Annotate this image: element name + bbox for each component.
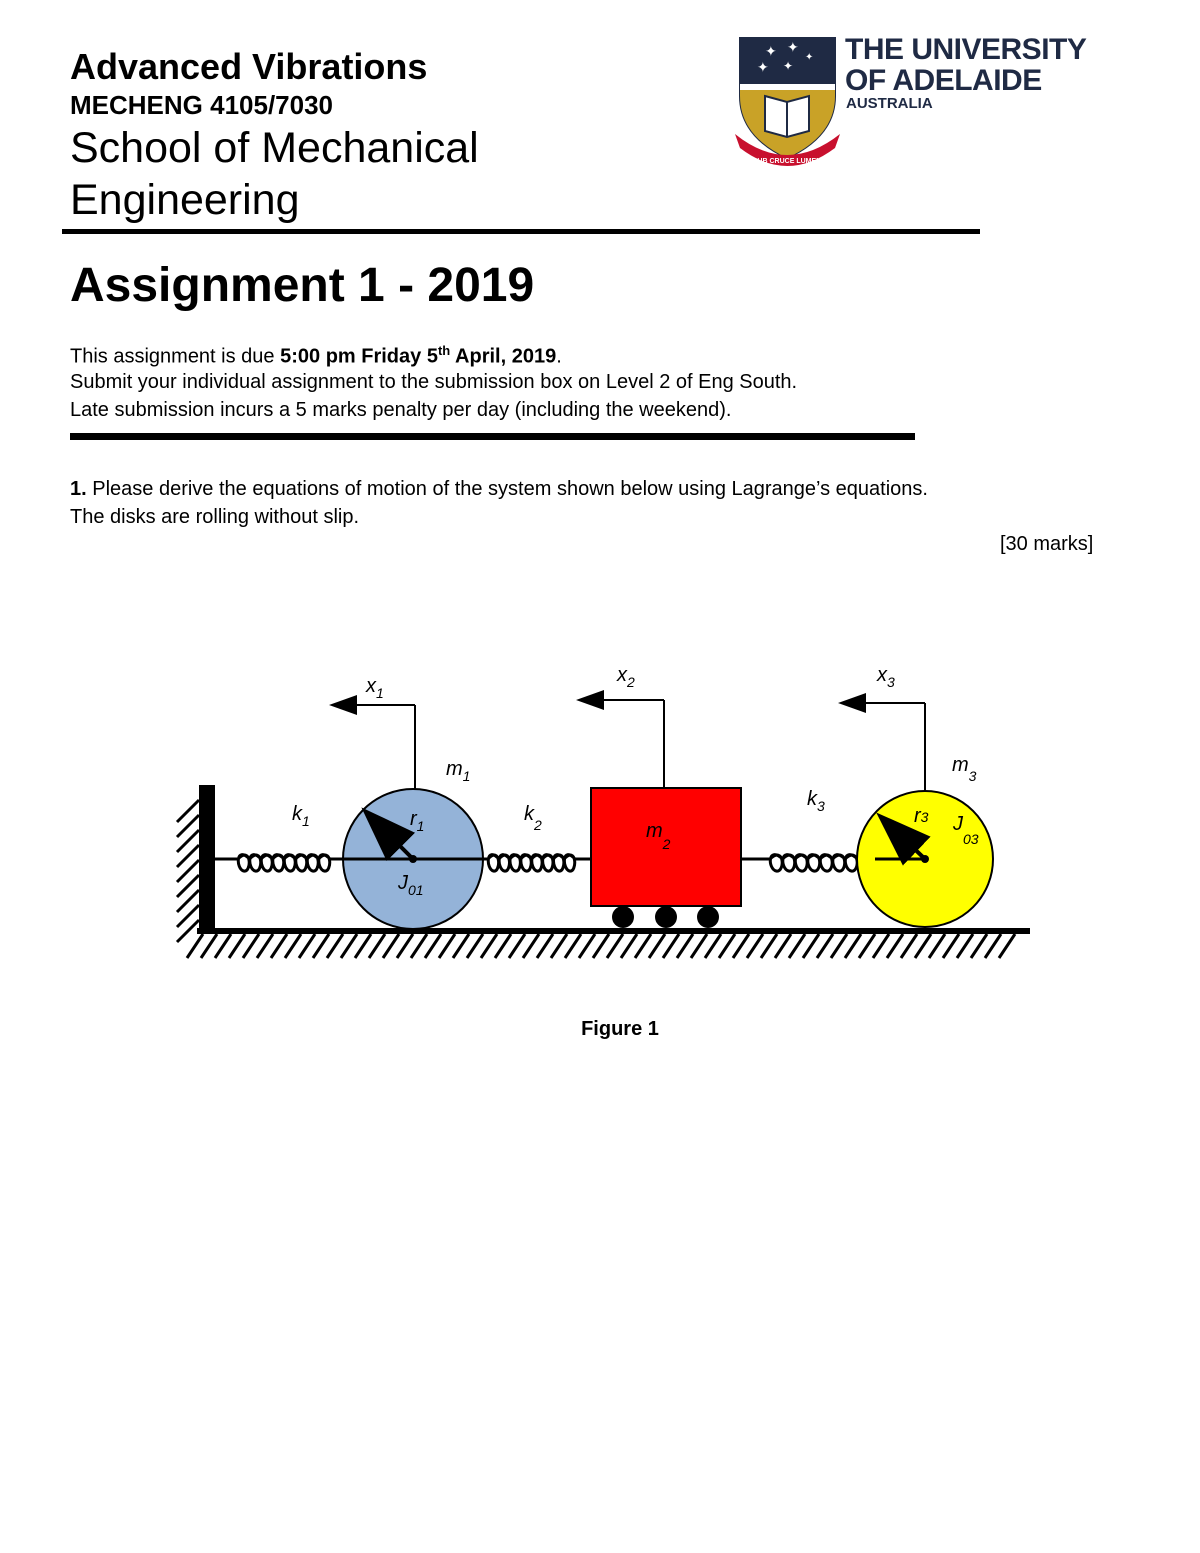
label-m3: $m_3$ xyxy=(952,754,977,784)
label-r1: $r_1$ xyxy=(410,808,425,834)
label-r3: r3 xyxy=(914,805,929,827)
course-title: Advanced Vibrations xyxy=(70,46,428,87)
svg-text:✦: ✦ xyxy=(783,59,794,73)
header-divider xyxy=(62,229,980,234)
university-name-line1: THE UNIVERSITY xyxy=(845,33,1087,66)
assignment-title: Assignment 1 - 2019 xyxy=(70,259,535,312)
figure-caption: Figure 1 xyxy=(581,1018,659,1040)
logo-motto: SUB CRUCE LUMEN xyxy=(752,158,822,165)
school-name-line1: School of Mechanical xyxy=(70,124,479,172)
due-prefix: This assignment is due xyxy=(70,345,281,368)
question-1-text-line2: The disks are rolling without slip. xyxy=(70,506,360,528)
due-date-line xyxy=(70,343,562,369)
label-x3: $x_3$ xyxy=(877,664,895,690)
wheel-left xyxy=(612,906,634,928)
late-penalty-note: Late submission incurs a 5 marks penalty per day (including the weekend). xyxy=(70,399,732,421)
label-x2: $x_2$ xyxy=(617,664,635,690)
due-date-part1: 5:00 pm Friday 5 xyxy=(280,345,438,368)
label-k3: $k_3$ xyxy=(807,788,825,814)
university-name-line2: OF ADELAIDE xyxy=(845,64,1042,97)
displacement-x3-arrow xyxy=(842,703,925,791)
question-1-number: 1. xyxy=(70,478,87,500)
course-code: MECHENG 4105/7030 xyxy=(70,90,334,120)
svg-text:✦: ✦ xyxy=(765,43,777,59)
label-k2: $k_2$ xyxy=(524,803,542,833)
wheel-right xyxy=(697,906,719,928)
question-1-prompt: Please derive the equations of motion of the system shown below using Lagrange’s equations. xyxy=(86,478,928,500)
displacement-x2-arrow xyxy=(580,700,664,788)
spring-k2 xyxy=(483,855,590,871)
wheel-middle xyxy=(655,906,677,928)
label-x1: $x_1$ xyxy=(366,675,384,701)
submission-instructions: Submit your individual assignment to the submission box on Level 2 of Eng South. xyxy=(70,371,798,393)
block-m2 xyxy=(591,788,741,928)
label-m2: $m_2$ xyxy=(646,820,671,852)
university-country: AUSTRALIA xyxy=(846,95,933,112)
question-1-marks: [30 marks] xyxy=(1000,533,1094,555)
university-crest-logo xyxy=(735,36,840,171)
label-J01: $J_{01}$ xyxy=(398,872,424,898)
label-m1: $m_1$ xyxy=(446,758,471,784)
displacement-x1-arrow xyxy=(333,705,415,790)
label-J03: $J_{03}$ xyxy=(953,813,979,847)
due-suffix: . xyxy=(556,345,562,368)
svg-text:✦: ✦ xyxy=(757,59,769,75)
due-date-superscript: th xyxy=(437,343,451,358)
section-divider xyxy=(70,433,915,440)
svg-text:✦: ✦ xyxy=(787,39,799,55)
fixed-wall xyxy=(177,785,215,942)
question-1-text-line1 xyxy=(70,478,928,501)
ground xyxy=(187,928,1030,958)
due-date-part2: April, 2019 xyxy=(450,345,557,368)
school-name-line2: Engineering xyxy=(70,176,300,224)
label-k1: $k_1$ xyxy=(292,803,310,829)
svg-text:✦: ✦ xyxy=(805,52,814,63)
mass-spring-system-figure xyxy=(170,655,1040,975)
